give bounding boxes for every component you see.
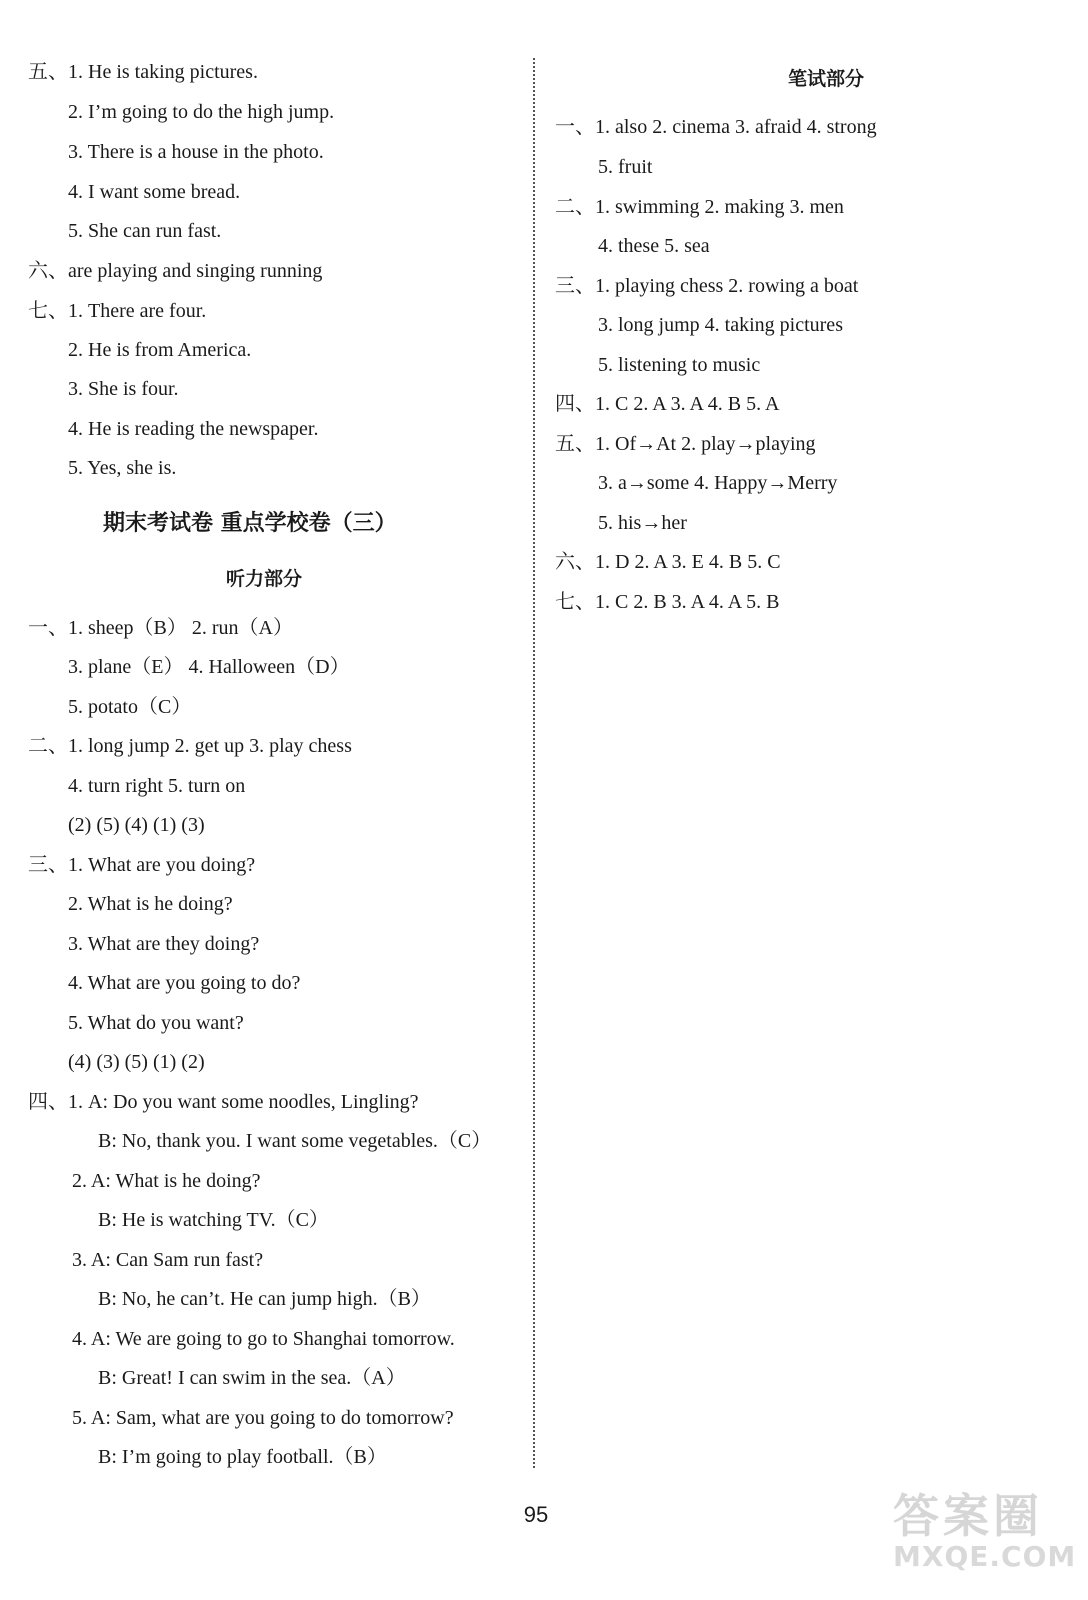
- answer-line: 4. these 5. sea: [598, 235, 710, 257]
- answer-line: 5. A: Sam, what are you going to do tomorrow?: [72, 1407, 454, 1429]
- answer-line: 2. He is from America.: [68, 339, 252, 361]
- answer-line: 六、are playing and singing running: [28, 260, 323, 282]
- answer-line: B: No, thank you. I want some vegetables.（C）: [98, 1130, 492, 1152]
- answer-line: 3. She is four.: [68, 378, 179, 400]
- answer-line: 4. I want some bread.: [68, 181, 241, 203]
- answer-line: B: I’m going to play football.（B）: [98, 1446, 387, 1468]
- answer-line: (2) (5) (4) (1) (3): [68, 814, 205, 836]
- answer-line: 六、1. D 2. A 3. E 4. B 5. C: [555, 551, 781, 573]
- answer-line: 四、1. C 2. A 3. A 4. B 5. A: [555, 393, 780, 415]
- answer-line: 5. Yes, she is.: [68, 457, 177, 479]
- answer-line: B: He is watching TV.（C）: [98, 1209, 329, 1231]
- answer-line: 五、1. Of→At 2. play→playing: [555, 433, 816, 455]
- answer-line: 一、1. sheep（B） 2. run（A）: [28, 617, 293, 639]
- answer-line: 5. What do you want?: [68, 1012, 244, 1034]
- answer-line: 2. What is he doing?: [68, 893, 233, 915]
- answer-line: 2. A: What is he doing?: [72, 1170, 261, 1192]
- answer-line: 4. turn right 5. turn on: [68, 775, 246, 797]
- answer-line: 3. long jump 4. taking pictures: [598, 314, 843, 336]
- answer-line: 2. I’m going to do the high jump.: [68, 101, 335, 123]
- listening-section-title: 听力部分: [226, 568, 303, 590]
- answer-line: 三、1. What are you doing?: [28, 854, 256, 876]
- answer-line: 四、1. A: Do you want some noodles, Lingling?: [28, 1091, 419, 1113]
- answer-line: 3. plane（E） 4. Halloween（D）: [68, 656, 350, 678]
- answer-line: 二、1. swimming 2. making 3. men: [555, 196, 844, 218]
- written-section-title: 笔试部分: [788, 68, 865, 90]
- answer-line: 七、1. C 2. B 3. A 4. A 5. B: [555, 591, 780, 613]
- watermark-logo: 答案圈: [893, 1489, 1043, 1543]
- answer-line: 二、1. long jump 2. get up 3. play chess: [28, 735, 352, 757]
- answer-line: 4. A: We are going to go to Shanghai tomorrow.: [72, 1328, 455, 1350]
- answer-line: B: Great! I can swim in the sea.（A）: [98, 1367, 406, 1389]
- watermark-url: MXQE.COM: [893, 1540, 1077, 1573]
- answer-line: 5. potato（C）: [68, 696, 192, 718]
- answer-line: 3. a→some 4. Happy→Merry: [598, 472, 838, 494]
- answer-line: 5. listening to music: [598, 354, 761, 376]
- answer-line: 三、1. playing chess 2. rowing a boat: [555, 275, 859, 297]
- answer-line: 3. A: Can Sam run fast?: [72, 1249, 264, 1271]
- answer-line: 4. What are you going to do?: [68, 972, 301, 994]
- answer-line: 七、1. There are four.: [28, 300, 207, 322]
- exam-title: 期末考试卷 重点学校卷（三）: [103, 511, 397, 536]
- page-number: 95: [523, 1502, 549, 1527]
- column-divider: [533, 58, 535, 1468]
- answer-line: (4) (3) (5) (1) (2): [68, 1051, 205, 1073]
- answer-line: B: No, he can’t. He can jump high.（B）: [98, 1288, 431, 1310]
- answer-line: 3. What are they doing?: [68, 933, 260, 955]
- answer-line: 3. There is a house in the photo.: [68, 141, 324, 163]
- answer-line: 一、1. also 2. cinema 3. afraid 4. strong: [555, 116, 877, 138]
- answer-line: 5. She can run fast.: [68, 220, 222, 242]
- answer-line: 5. fruit: [598, 156, 653, 178]
- answer-line: 4. He is reading the newspaper.: [68, 418, 319, 440]
- answer-line: 5. his→her: [598, 512, 687, 534]
- answer-line: 五、1. He is taking pictures.: [28, 61, 258, 83]
